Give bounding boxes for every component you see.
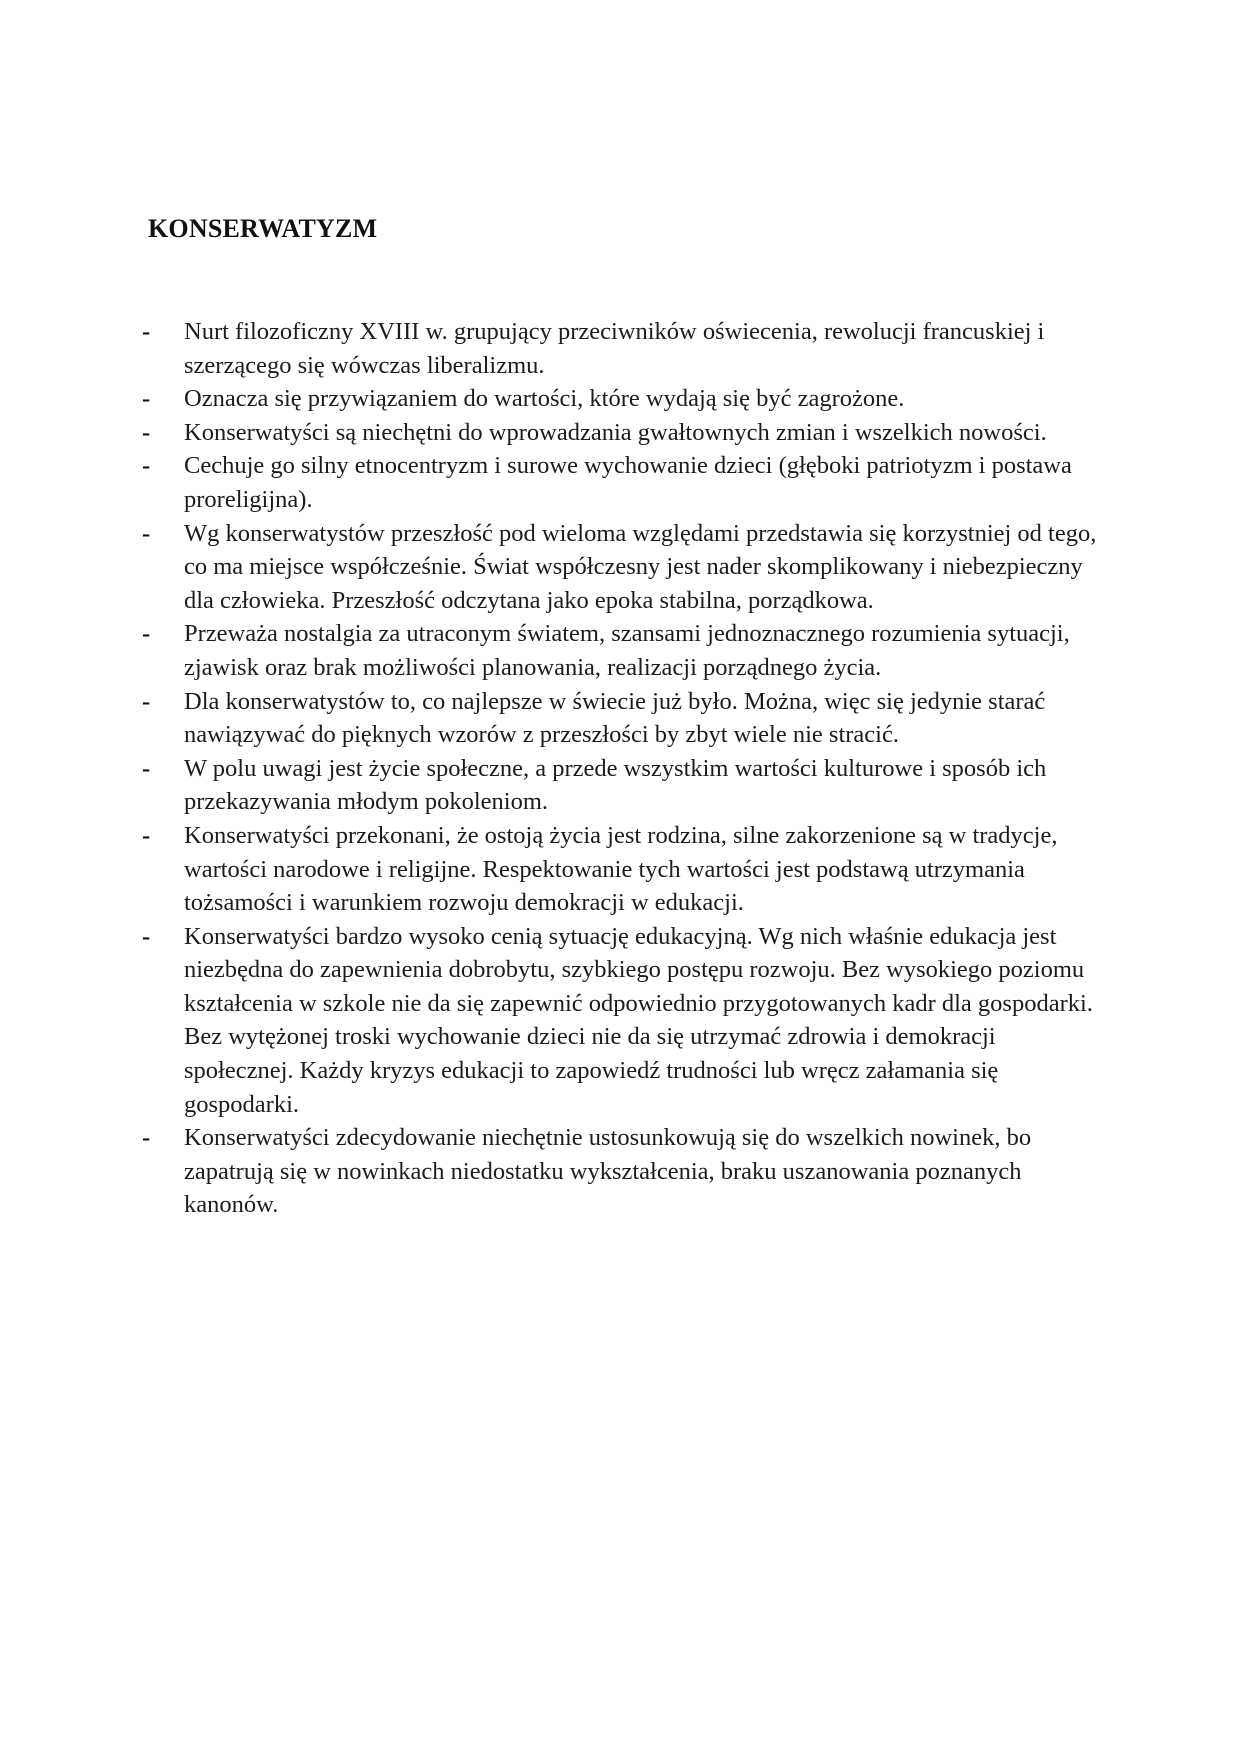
- list-item: [142, 920, 1102, 1122]
- list-item-text: Konserwatyści są niechętni do wprowadzania gwałtownych zmian i wszelkich nowości.: [184, 418, 1047, 446]
- list-item: [142, 752, 1102, 819]
- bullet-dash: -: [142, 687, 151, 715]
- bullet-dash: -: [142, 519, 151, 547]
- bullet-dash: -: [142, 620, 151, 648]
- bullet-dash: -: [142, 385, 151, 413]
- list-item: [142, 819, 1102, 920]
- list-item: [142, 416, 1102, 450]
- list-item-text: Cechuje go silny etnocentryzm i surowe wychowanie dzieci (głęboki patriotyzm i postawa proreligijna).: [184, 452, 1072, 513]
- list-item: [142, 315, 1102, 382]
- list-item-text: Konserwatyści zdecydowanie niechętnie ustosunkowują się do wszelkich nowinek, bo zapatrują się w nowinkach niedostatku wykształcenia, braku uszanowania poznanych kanonów.: [184, 1124, 1032, 1219]
- list-item: [142, 517, 1102, 618]
- list-item-text: Nurt filozoficzny XVIII w. grupujący przeciwników oświecenia, rewolucji francuskiej i szerzącego się wówczas liberalizmu.: [184, 318, 1045, 379]
- list-item-text: Konserwatyści bardzo wysoko cenią sytuację edukacyjną. Wg nich właśnie edukacja jest niezbędna do zapewnienia dobrobytu, szybkiego postępu rozwoju. Bez wysokiego poziomu kształcenia w szkole nie da się zapewnić odpowiednio przygotowanych kadr dla gospodarki. Bez wytężonej troski wychowanie dzieci nie da się utrzymać zdrowia i demokracji społecznej. Każdy kryzys edukacji to zapowiedź trudności lub wręcz załamania się gospodarki.: [184, 922, 1093, 1118]
- list-item-text: Konserwatyści przekonani, że ostoją życia jest rodzina, silne zakorzenione są w tradycje, wartości narodowe i religijne. Respektowanie tych wartości jest podstawą utrzymania tożsamości i warunkiem rozwoju demokracji w edukacji.: [184, 821, 1058, 917]
- bullet-dash: -: [142, 452, 151, 480]
- list-item: [142, 382, 1102, 416]
- bullet-dash: -: [142, 754, 151, 782]
- list-item: [142, 617, 1102, 684]
- list-item-text: Oznacza się przywiązaniem do wartości, które wydają się być zagrożone.: [184, 385, 905, 413]
- list-item-text: Dla konserwatystów to, co najlepsze w świecie już było. Można, więc się jedynie starać nawiązywać do pięknych wzorów z przeszłości by zbyt wiele nie stracić.: [184, 687, 1046, 749]
- list-item-text: W polu uwagi jest życie społeczne, a przede wszystkim wartości kulturowe i sposób ich przekazywania młodym pokoleniom.: [184, 754, 1047, 816]
- bullet-dash: -: [142, 1124, 151, 1152]
- bullet-dash: -: [142, 318, 151, 345]
- bullet-list: [142, 315, 1102, 1222]
- bullet-dash: -: [142, 922, 151, 950]
- bullet-dash: -: [142, 821, 151, 849]
- list-item: [142, 1121, 1102, 1222]
- list-item-text: Wg konserwatystów przeszłość pod wieloma względami przedstawia się korzystniej od tego, co ma miejsce współcześnie. Świat współczesny jest nader skomplikowany i niebezpieczny dla człowieka. Przeszłość odczytana jako epoka stabilna, porządkowa.: [184, 519, 1097, 614]
- bullet-dash: -: [142, 418, 151, 446]
- list-item: [142, 449, 1102, 516]
- document-title: KONSERWATYZM: [148, 214, 378, 243]
- list-item-text: Przeważa nostalgia za utraconym światem, szansami jednoznacznego rozumienia sytuacji, zjawisk oraz brak możliwości planowania, realizacji porządnego życia.: [184, 620, 1070, 681]
- list-item: [142, 685, 1102, 752]
